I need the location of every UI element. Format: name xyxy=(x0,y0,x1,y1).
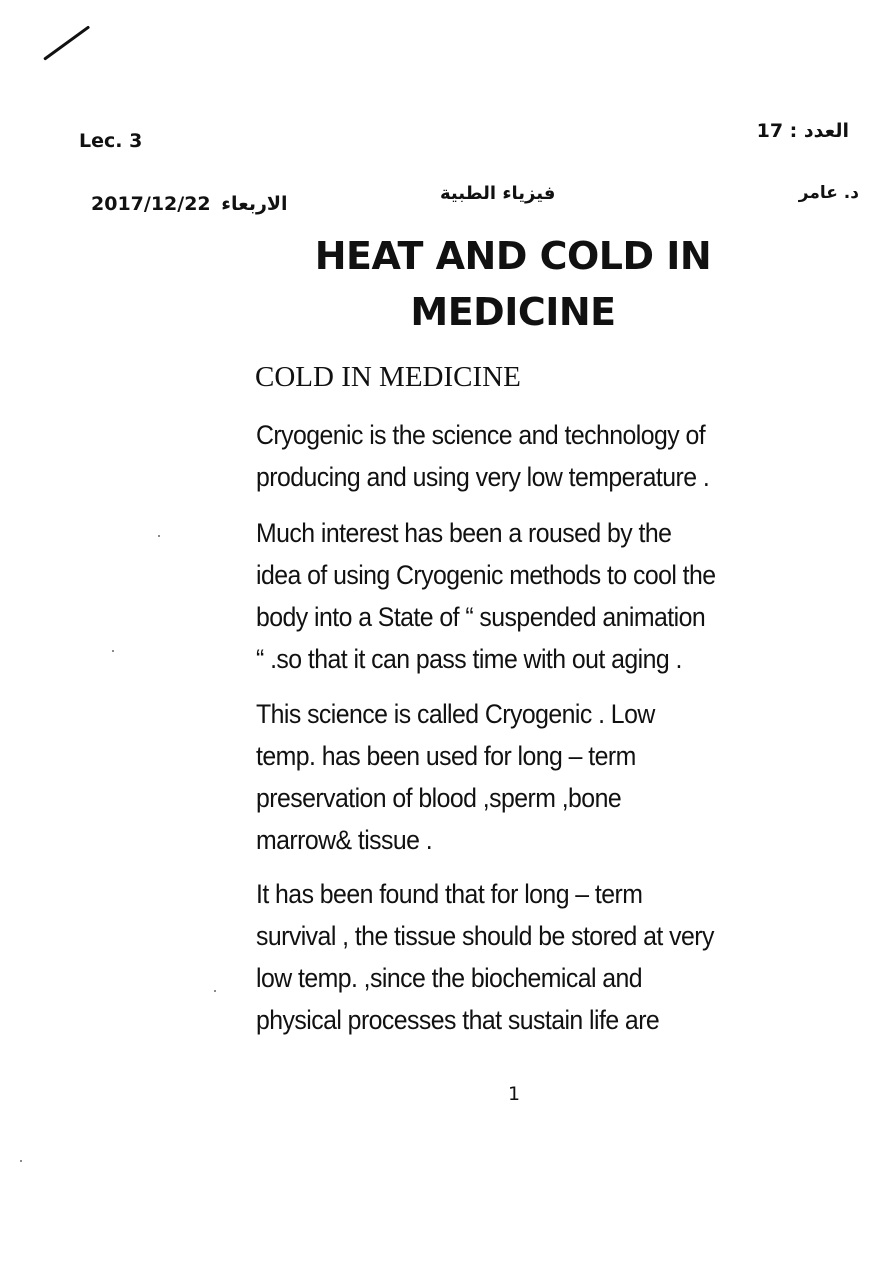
doctor-name: د. عامر xyxy=(798,183,859,203)
paragraph-line: idea of using Cryogenic methods to cool the xyxy=(256,560,716,590)
page-number: 1 xyxy=(508,1083,521,1105)
paragraph-line: marrow& tissue . xyxy=(256,825,433,855)
paragraph-line: Cryogenic is the science and technology of xyxy=(256,420,706,450)
paragraph-line: Much interest has been a roused by the xyxy=(256,518,672,548)
paragraph-line: temp. has been used for long – term xyxy=(256,741,636,771)
pen-mark xyxy=(43,25,90,60)
scan-speck xyxy=(112,650,114,652)
paragraph-line: producing and using very low temperature . xyxy=(256,462,710,492)
paragraph-2 xyxy=(256,512,771,680)
lecture-date xyxy=(91,193,288,215)
paragraph-line: “ .so that it can pass time with out aging . xyxy=(256,644,682,674)
paragraph-3 xyxy=(256,693,771,861)
page-title xyxy=(240,228,786,340)
scan-speck xyxy=(20,1160,22,1162)
paragraph-4 xyxy=(256,873,771,1041)
section-heading: COLD IN MEDICINE xyxy=(255,361,521,393)
paragraph-line: This science is called Cryogenic . Low xyxy=(256,699,655,729)
lecture-number: Lec. 3 xyxy=(79,130,143,152)
paragraph-line: physical processes that sustain life are xyxy=(256,1005,660,1035)
title-line-1: HEAT AND COLD IN xyxy=(314,234,712,278)
paragraph-line: It has been found that for long – term xyxy=(256,879,643,909)
paragraph-line: body into a State of “ suspended animation xyxy=(256,602,706,632)
issue-number: العدد : 17 xyxy=(756,120,849,142)
paragraph-1 xyxy=(256,414,771,498)
scan-speck xyxy=(158,535,160,537)
title-line-2: MEDICINE xyxy=(410,290,616,334)
scan-speck xyxy=(214,990,216,992)
date-value: 2017/12/22 xyxy=(91,193,211,215)
paragraph-line: preservation of blood ,sperm ,bone xyxy=(256,783,622,813)
day-name: الاربعاء xyxy=(221,193,288,215)
paragraph-line: low temp. ,since the biochemical and xyxy=(256,963,643,993)
subject-name: فيزياء الطبية xyxy=(440,183,556,204)
paragraph-line: survival , the tissue should be stored at very xyxy=(256,921,714,951)
